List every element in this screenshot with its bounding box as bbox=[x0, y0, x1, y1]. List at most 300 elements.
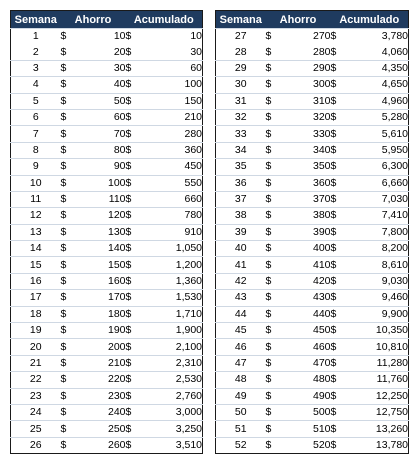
table-header-row bbox=[11, 11, 203, 29]
ahorro-cell: 450 bbox=[286, 323, 331, 339]
acumulado-currency: $ bbox=[330, 45, 337, 58]
ahorro-currency: $ bbox=[266, 29, 286, 45]
acumulado-cell: 9,900 bbox=[351, 306, 409, 322]
table-body bbox=[216, 29, 409, 454]
semana-cell: 5 bbox=[11, 93, 61, 109]
acumulado-currency: $ bbox=[126, 388, 146, 404]
acumulado-currency: $ bbox=[126, 77, 146, 93]
header-acumulado: Acumulado bbox=[126, 11, 203, 29]
acumulado-cell: 60 bbox=[146, 60, 203, 76]
table-row bbox=[11, 241, 203, 257]
semana-cell: 18 bbox=[11, 306, 61, 322]
ahorro-cell: 330 bbox=[286, 126, 331, 142]
table-row bbox=[216, 60, 409, 76]
table-body bbox=[11, 29, 203, 454]
acumulado-currency: $ bbox=[331, 290, 351, 306]
table-row bbox=[11, 29, 203, 45]
semana-cell: 6 bbox=[11, 109, 61, 125]
acumulado-cell: 2,530 bbox=[146, 372, 203, 388]
semana-cell: 24 bbox=[11, 404, 61, 420]
acumulado-currency: $ bbox=[331, 388, 351, 404]
ahorro-currency: $ bbox=[61, 290, 81, 306]
table-row bbox=[216, 175, 409, 191]
ahorro-currency: $ bbox=[61, 241, 81, 257]
ahorro-cell: 320 bbox=[286, 109, 331, 125]
ahorro-cell: 60 bbox=[81, 109, 126, 125]
ahorro-cell: 380 bbox=[286, 208, 331, 224]
acumulado-cell: 4,350 bbox=[351, 60, 409, 76]
ahorro-cell: 240 bbox=[81, 404, 126, 420]
acumulado-currency: $ bbox=[331, 142, 351, 158]
acumulado-cell: 1,200 bbox=[146, 257, 203, 273]
acumulado-currency: $ bbox=[126, 126, 146, 142]
semana-cell: 30 bbox=[216, 77, 266, 93]
acumulado-cell: 5,950 bbox=[351, 142, 409, 158]
acumulado-cell: 1,360 bbox=[146, 273, 203, 289]
acumulado-cell: 660 bbox=[146, 191, 203, 207]
acumulado-currency: $ bbox=[126, 142, 146, 158]
acumulado-cell: 4,650 bbox=[351, 77, 409, 93]
ahorro-currency: $ bbox=[266, 175, 286, 191]
table-row bbox=[216, 77, 409, 93]
table-row bbox=[11, 126, 203, 142]
semana-cell: 25 bbox=[11, 421, 61, 437]
acumulado-currency: $ bbox=[331, 241, 351, 257]
ahorro-cell: 370 bbox=[286, 191, 331, 207]
table-header-row bbox=[216, 11, 409, 29]
ahorro-cell: 180 bbox=[81, 306, 126, 322]
ahorro-currency: $ bbox=[266, 224, 286, 240]
ahorro-currency: $ bbox=[265, 45, 272, 58]
table-row bbox=[216, 44, 409, 60]
acumulado-cell: 2,310 bbox=[146, 355, 203, 371]
acumulado-currency: $ bbox=[126, 355, 146, 371]
ahorro-currency: $ bbox=[266, 93, 286, 109]
ahorro-cell: 140 bbox=[81, 241, 126, 257]
acumulado-cell: 7,030 bbox=[351, 191, 409, 207]
ahorro-currency: $ bbox=[266, 208, 286, 224]
ahorro-currency: $ bbox=[61, 388, 81, 404]
table-row bbox=[216, 142, 409, 158]
ahorro-currency: $ bbox=[61, 159, 81, 175]
table-row bbox=[216, 29, 409, 45]
table-row bbox=[216, 257, 409, 273]
ahorro-cell: 220 bbox=[81, 372, 126, 388]
acumulado-cell: 10,810 bbox=[351, 339, 409, 355]
semana-cell: 49 bbox=[216, 388, 266, 404]
acumulado-currency: $ bbox=[126, 175, 146, 191]
header-ahorro: Ahorro bbox=[61, 11, 126, 29]
table-row bbox=[216, 372, 409, 388]
ahorro-currency: $ bbox=[61, 421, 81, 437]
acumulado-cell: 3,780 bbox=[351, 29, 409, 45]
acumulado-currency: $ bbox=[331, 421, 351, 437]
acumulado-currency: $ bbox=[126, 191, 146, 207]
table-row bbox=[11, 175, 203, 191]
ahorro-cell: 160 bbox=[81, 273, 126, 289]
ahorro-currency: $ bbox=[61, 306, 81, 322]
acumulado-cell: 4,960 bbox=[351, 93, 409, 109]
semana-cell: 13 bbox=[11, 224, 61, 240]
ahorro-currency: $ bbox=[266, 437, 286, 453]
acumulado-cell: 12,750 bbox=[351, 404, 409, 420]
ahorro-currency: $ bbox=[266, 142, 286, 158]
semana-cell: 33 bbox=[216, 126, 266, 142]
acumulado-cell: 2,100 bbox=[146, 339, 203, 355]
ahorro-cell: 150 bbox=[81, 257, 126, 273]
acumulado-currency: $ bbox=[126, 60, 146, 76]
ahorro-currency: $ bbox=[266, 109, 286, 125]
acumulado-currency: $ bbox=[126, 208, 146, 224]
ahorro-currency: $ bbox=[61, 109, 81, 125]
ahorro-currency: $ bbox=[266, 306, 286, 322]
table-row bbox=[11, 60, 203, 76]
acumulado-currency: $ bbox=[331, 306, 351, 322]
acumulado-currency: $ bbox=[126, 224, 146, 240]
ahorro-cell: 230 bbox=[81, 388, 126, 404]
table-row bbox=[216, 437, 409, 453]
semana-cell: 10 bbox=[11, 175, 61, 191]
semana-cell: 11 bbox=[11, 191, 61, 207]
ahorro-currency: $ bbox=[61, 437, 81, 453]
acumulado-cell: 8,610 bbox=[351, 257, 409, 273]
table-row bbox=[11, 290, 203, 306]
ahorro-cell: 250 bbox=[81, 421, 126, 437]
ahorro-currency: $ bbox=[61, 224, 81, 240]
acumulado-currency: $ bbox=[331, 437, 351, 453]
table-row bbox=[216, 191, 409, 207]
ahorro-currency: $ bbox=[61, 257, 81, 273]
semana-cell: 44 bbox=[216, 306, 266, 322]
semana-cell: 42 bbox=[216, 273, 266, 289]
acumulado-cell: 12,250 bbox=[351, 388, 409, 404]
table-row bbox=[11, 109, 203, 125]
table-row bbox=[11, 437, 203, 453]
semana-cell: 32 bbox=[216, 109, 266, 125]
ahorro-cell: 310 bbox=[286, 93, 331, 109]
table-row bbox=[216, 306, 409, 322]
semana-cell: 45 bbox=[216, 323, 266, 339]
acumulado-cell: 280 bbox=[146, 126, 203, 142]
header-semana: Semana bbox=[11, 11, 61, 29]
ahorro-cell: 430 bbox=[286, 290, 331, 306]
table-row bbox=[11, 355, 203, 371]
ahorro-currency: $ bbox=[266, 372, 286, 388]
semana-cell: 48 bbox=[216, 372, 266, 388]
semana-cell: 1 bbox=[11, 29, 61, 45]
ahorro-cell: 10 bbox=[81, 29, 126, 45]
acumulado-cell: 550 bbox=[146, 175, 203, 191]
table-row bbox=[11, 191, 203, 207]
acumulado-cell: 2,760 bbox=[146, 388, 203, 404]
header-semana: Semana bbox=[216, 11, 266, 29]
acumulado-currency: $ bbox=[126, 404, 146, 420]
ahorro-cell: 300 bbox=[286, 77, 331, 93]
acumulado-cell: 6,300 bbox=[351, 159, 409, 175]
acumulado-cell: 7,800 bbox=[351, 224, 409, 240]
acumulado-cell: 450 bbox=[146, 159, 203, 175]
acumulado-cell: 210 bbox=[146, 109, 203, 125]
table-row bbox=[11, 44, 203, 60]
acumulado-cell: 1,050 bbox=[146, 241, 203, 257]
semana-cell: 7 bbox=[11, 126, 61, 142]
acumulado-currency: $ bbox=[126, 372, 146, 388]
ahorro-currency: $ bbox=[266, 339, 286, 355]
acumulado-currency: $ bbox=[126, 93, 146, 109]
acumulado-cell: 30 bbox=[190, 45, 203, 58]
semana-cell: 17 bbox=[11, 290, 61, 306]
table-row bbox=[216, 339, 409, 355]
semana-cell: 46 bbox=[216, 339, 266, 355]
acumulado-cell: 1,900 bbox=[146, 323, 203, 339]
table-row bbox=[11, 224, 203, 240]
ahorro-cell: 280 bbox=[312, 45, 331, 58]
ahorro-cell: 460 bbox=[286, 339, 331, 355]
ahorro-currency: $ bbox=[266, 191, 286, 207]
ahorro-currency: $ bbox=[61, 372, 81, 388]
acumulado-currency: $ bbox=[331, 29, 351, 45]
ahorro-cell: 210 bbox=[81, 355, 126, 371]
ahorro-currency: $ bbox=[266, 241, 286, 257]
ahorro-cell: 490 bbox=[286, 388, 331, 404]
ahorro-cell: 120 bbox=[81, 208, 126, 224]
acumulado-currency: $ bbox=[331, 404, 351, 420]
acumulado-currency: $ bbox=[331, 224, 351, 240]
semana-cell: 39 bbox=[216, 224, 266, 240]
ahorro-currency: $ bbox=[61, 29, 81, 45]
ahorro-cell: 350 bbox=[286, 159, 331, 175]
semana-cell: 36 bbox=[216, 175, 266, 191]
ahorro-cell: 480 bbox=[286, 372, 331, 388]
acumulado-cell: 150 bbox=[146, 93, 203, 109]
acumulado-cell: 3,250 bbox=[146, 421, 203, 437]
acumulado-cell: 9,460 bbox=[351, 290, 409, 306]
semana-cell: 27 bbox=[216, 29, 266, 45]
table-row bbox=[11, 142, 203, 158]
semana-cell: 15 bbox=[11, 257, 61, 273]
ahorro-cell: 440 bbox=[286, 306, 331, 322]
semana-cell: 37 bbox=[216, 191, 266, 207]
table-row bbox=[11, 257, 203, 273]
ahorro-currency: $ bbox=[61, 175, 81, 191]
ahorro-currency: $ bbox=[266, 323, 286, 339]
ahorro-cell: 500 bbox=[286, 404, 331, 420]
acumulado-currency: $ bbox=[331, 77, 351, 93]
ahorro-cell: 290 bbox=[286, 60, 331, 76]
header-acumulado: Acumulado bbox=[331, 11, 409, 29]
table-row bbox=[216, 224, 409, 240]
ahorro-cell: 360 bbox=[286, 175, 331, 191]
table-row bbox=[11, 323, 203, 339]
acumulado-currency: $ bbox=[126, 257, 146, 273]
table-row bbox=[11, 388, 203, 404]
semana-cell: 23 bbox=[11, 388, 61, 404]
semana-cell: 4 bbox=[11, 77, 61, 93]
table-row bbox=[11, 77, 203, 93]
acumulado-cell: 10,350 bbox=[351, 323, 409, 339]
ahorro-cell: 130 bbox=[81, 224, 126, 240]
table-row bbox=[11, 273, 203, 289]
ahorro-currency: $ bbox=[61, 355, 81, 371]
semana-cell: 22 bbox=[11, 372, 61, 388]
ahorro-currency: $ bbox=[61, 273, 81, 289]
acumulado-cell: 360 bbox=[146, 142, 203, 158]
ahorro-currency: $ bbox=[61, 93, 81, 109]
ahorro-cell: 190 bbox=[81, 323, 126, 339]
acumulado-currency: $ bbox=[126, 241, 146, 257]
semana-cell: 19 bbox=[11, 323, 61, 339]
ahorro-currency: $ bbox=[61, 339, 81, 355]
acumulado-currency: $ bbox=[331, 126, 351, 142]
ahorro-currency: $ bbox=[266, 290, 286, 306]
semana-cell: 35 bbox=[216, 159, 266, 175]
semana-cell: 21 bbox=[11, 355, 61, 371]
ahorro-currency: $ bbox=[61, 191, 81, 207]
table-row bbox=[216, 241, 409, 257]
acumulado-cell: 4,060 bbox=[381, 45, 409, 58]
semana-cell: 34 bbox=[216, 142, 266, 158]
acumulado-currency: $ bbox=[331, 372, 351, 388]
acumulado-currency: $ bbox=[331, 339, 351, 355]
ahorro-cell: 420 bbox=[286, 273, 331, 289]
acumulado-currency: $ bbox=[126, 290, 146, 306]
semana-cell: 26 bbox=[11, 437, 61, 453]
header-ahorro: Ahorro bbox=[266, 11, 331, 29]
acumulado-cell: 3,000 bbox=[146, 404, 203, 420]
ahorro-currency: $ bbox=[266, 126, 286, 142]
ahorro-cell: 40 bbox=[81, 77, 126, 93]
table-row bbox=[11, 93, 203, 109]
ahorro-currency: $ bbox=[61, 142, 81, 158]
ahorro-cell: 400 bbox=[286, 241, 331, 257]
acumulado-currency: $ bbox=[126, 437, 146, 453]
ahorro-cell: 470 bbox=[286, 355, 331, 371]
table-row bbox=[216, 421, 409, 437]
semana-cell: 3 bbox=[11, 60, 61, 76]
acumulado-cell: 780 bbox=[146, 208, 203, 224]
ahorro-cell: 520 bbox=[286, 437, 331, 453]
acumulado-currency: $ bbox=[331, 191, 351, 207]
semana-cell: 50 bbox=[216, 404, 266, 420]
table-row bbox=[11, 339, 203, 355]
table-row bbox=[216, 93, 409, 109]
table-row bbox=[11, 372, 203, 388]
acumulado-currency: $ bbox=[331, 208, 351, 224]
table-row bbox=[11, 421, 203, 437]
table-row bbox=[11, 159, 203, 175]
ahorro-currency: $ bbox=[266, 77, 286, 93]
acumulado-cell: 3,510 bbox=[146, 437, 203, 453]
ahorro-cell: 20 bbox=[113, 45, 126, 58]
table-row bbox=[216, 404, 409, 420]
acumulado-currency: $ bbox=[331, 257, 351, 273]
acumulado-cell: 1,710 bbox=[146, 306, 203, 322]
semana-cell: 12 bbox=[11, 208, 61, 224]
semana-cell: 40 bbox=[216, 241, 266, 257]
ahorro-cell: 390 bbox=[286, 224, 331, 240]
ahorro-currency: $ bbox=[266, 257, 286, 273]
semana-cell: 14 bbox=[11, 241, 61, 257]
ahorro-currency: $ bbox=[61, 126, 81, 142]
acumulado-currency: $ bbox=[331, 93, 351, 109]
acumulado-cell: 100 bbox=[146, 77, 203, 93]
semana-cell: 28 bbox=[234, 45, 247, 58]
acumulado-cell: 8,200 bbox=[351, 241, 409, 257]
acumulado-currency: $ bbox=[331, 273, 351, 289]
ahorro-cell: 70 bbox=[81, 126, 126, 142]
ahorro-cell: 260 bbox=[81, 437, 126, 453]
acumulado-cell: 9,030 bbox=[351, 273, 409, 289]
acumulado-currency: $ bbox=[331, 159, 351, 175]
ahorro-cell: 270 bbox=[286, 29, 331, 45]
acumulado-currency: $ bbox=[331, 175, 351, 191]
acumulado-cell: 6,660 bbox=[351, 175, 409, 191]
semana-cell: 41 bbox=[216, 257, 266, 273]
acumulado-currency: $ bbox=[125, 45, 132, 58]
ahorro-currency: $ bbox=[61, 323, 81, 339]
table-row bbox=[216, 109, 409, 125]
ahorro-currency: $ bbox=[266, 355, 286, 371]
acumulado-cell: 5,610 bbox=[351, 126, 409, 142]
acumulado-currency: $ bbox=[126, 306, 146, 322]
ahorro-cell: 110 bbox=[81, 191, 126, 207]
ahorro-cell: 340 bbox=[286, 142, 331, 158]
savings-table-weeks-27-52 bbox=[215, 10, 409, 454]
acumulado-currency: $ bbox=[331, 109, 351, 125]
savings-table-weeks-1-26 bbox=[10, 10, 203, 454]
table-row bbox=[216, 323, 409, 339]
ahorro-cell: 200 bbox=[81, 339, 126, 355]
table-row bbox=[216, 290, 409, 306]
table-row bbox=[216, 388, 409, 404]
acumulado-currency: $ bbox=[331, 323, 351, 339]
table-row bbox=[216, 159, 409, 175]
ahorro-currency: $ bbox=[61, 404, 81, 420]
table-row bbox=[216, 126, 409, 142]
acumulado-currency: $ bbox=[126, 421, 146, 437]
ahorro-cell: 90 bbox=[81, 159, 126, 175]
acumulado-currency: $ bbox=[126, 339, 146, 355]
ahorro-cell: 170 bbox=[81, 290, 126, 306]
semana-cell: 8 bbox=[11, 142, 61, 158]
acumulado-currency: $ bbox=[331, 355, 351, 371]
ahorro-cell: 30 bbox=[81, 60, 126, 76]
semana-cell: 2 bbox=[32, 45, 39, 58]
ahorro-cell: 410 bbox=[286, 257, 331, 273]
ahorro-cell: 510 bbox=[286, 421, 331, 437]
ahorro-currency: $ bbox=[266, 159, 286, 175]
acumulado-cell: 5,280 bbox=[351, 109, 409, 125]
semana-cell: 20 bbox=[11, 339, 61, 355]
acumulado-currency: $ bbox=[331, 60, 351, 76]
semana-cell: 51 bbox=[216, 421, 266, 437]
table-row bbox=[11, 306, 203, 322]
acumulado-currency: $ bbox=[126, 109, 146, 125]
acumulado-currency: $ bbox=[126, 273, 146, 289]
acumulado-cell: 1,530 bbox=[146, 290, 203, 306]
acumulado-cell: 11,760 bbox=[351, 372, 409, 388]
ahorro-currency: $ bbox=[60, 45, 67, 58]
semana-cell: 38 bbox=[216, 208, 266, 224]
ahorro-currency: $ bbox=[266, 421, 286, 437]
acumulado-cell: 13,260 bbox=[351, 421, 409, 437]
acumulado-currency: $ bbox=[126, 29, 146, 45]
semana-cell: 52 bbox=[216, 437, 266, 453]
ahorro-cell: 80 bbox=[81, 142, 126, 158]
ahorro-currency: $ bbox=[61, 208, 81, 224]
table-row bbox=[11, 404, 203, 420]
acumulado-cell: 7,410 bbox=[351, 208, 409, 224]
